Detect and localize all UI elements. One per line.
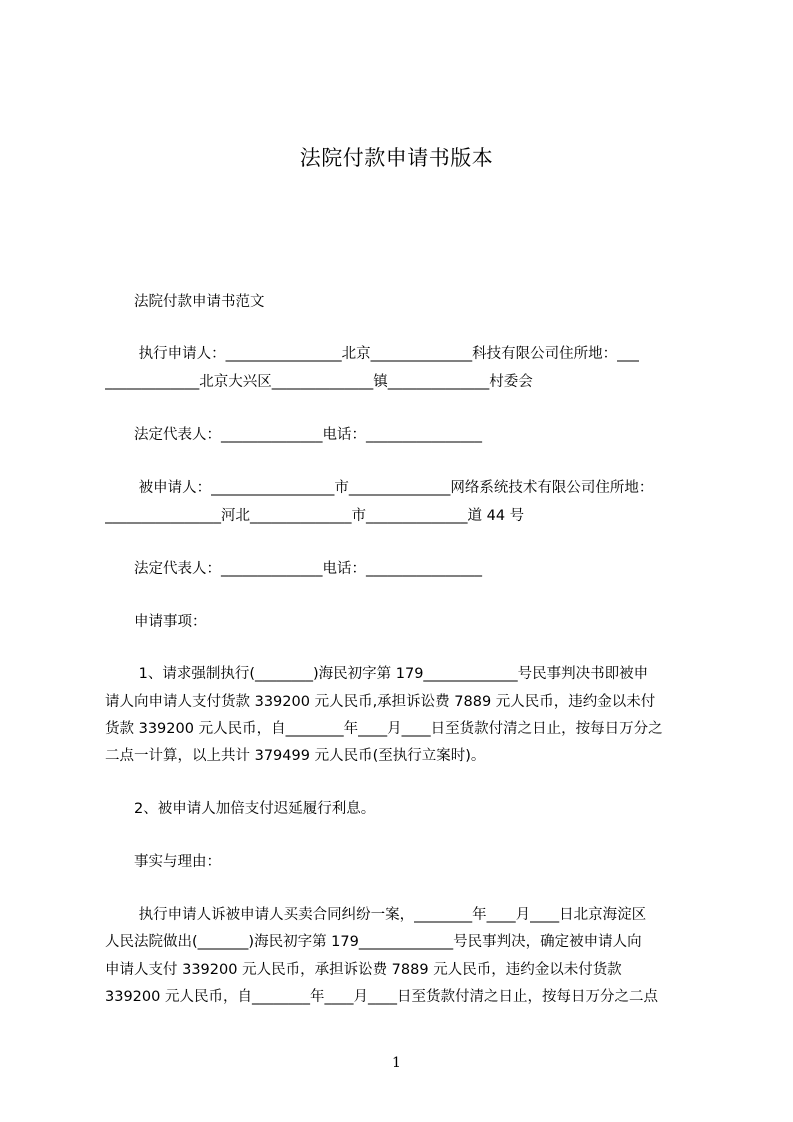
request-1-line-1: 1、请求强制执行(________)海民初字第 179_____________号民事判决书即被申 [105,666,649,682]
request-1-line-2: 请人向申请人支付货款 339200 元人民币,承担诉讼费 7889 元人民币，违约金以未付 [105,694,656,710]
legal-rep-line-2: 法定代表人：______________电话：________________ [105,561,482,577]
page-number: 1 [392,1055,401,1071]
document-title: 法院付款申请书版本 [299,146,494,170]
request-2-line: 2、被申请人加倍支付迟延履行利息。 [105,801,376,817]
legal-rep-line-1: 法定代表人：______________电话：________________ [105,427,482,443]
respondent-line-2: ________________河北______________市______________道 44 号 [105,508,525,524]
heading-requests: 申请事项： [105,614,207,630]
facts-line-2: 人民法院做出(_______)海民初字第 179_____________号民事判决，确定被申请人向 [105,934,642,950]
facts-line-1: 执行申请人诉被申请人买卖合同纠纷一案，________年____月____日北京海淀区 [105,907,647,923]
respondent-line-1: 被申请人：_________________市______________网络系统技术有限公司住所地： [105,480,654,496]
applicant-line-1: 执行申请人：________________北京______________科技有限公司住所地：___ [105,346,639,362]
paragraph-heading-sample: 法院付款申请书范文 [105,294,265,310]
facts-line-4: 339200 元人民币，自________年____月____日至货款付清之日止，按每日万分之二点 [105,989,658,1005]
applicant-line-2: _____________北京大兴区______________镇______________村委会 [105,374,533,390]
request-1-line-3: 货款 339200 元人民币，自________年____月____日至货款付清之日止，按每日万分之 [105,721,663,737]
request-1-line-4: 二点一计算，以上共计 379499 元人民币(至执行立案时)。 [105,748,486,764]
heading-facts-reasons: 事实与理由： [105,854,221,870]
facts-line-3: 申请人支付 339200 元人民币，承担诉讼费 7889 元人民币，违约金以未付货款 [105,962,622,978]
